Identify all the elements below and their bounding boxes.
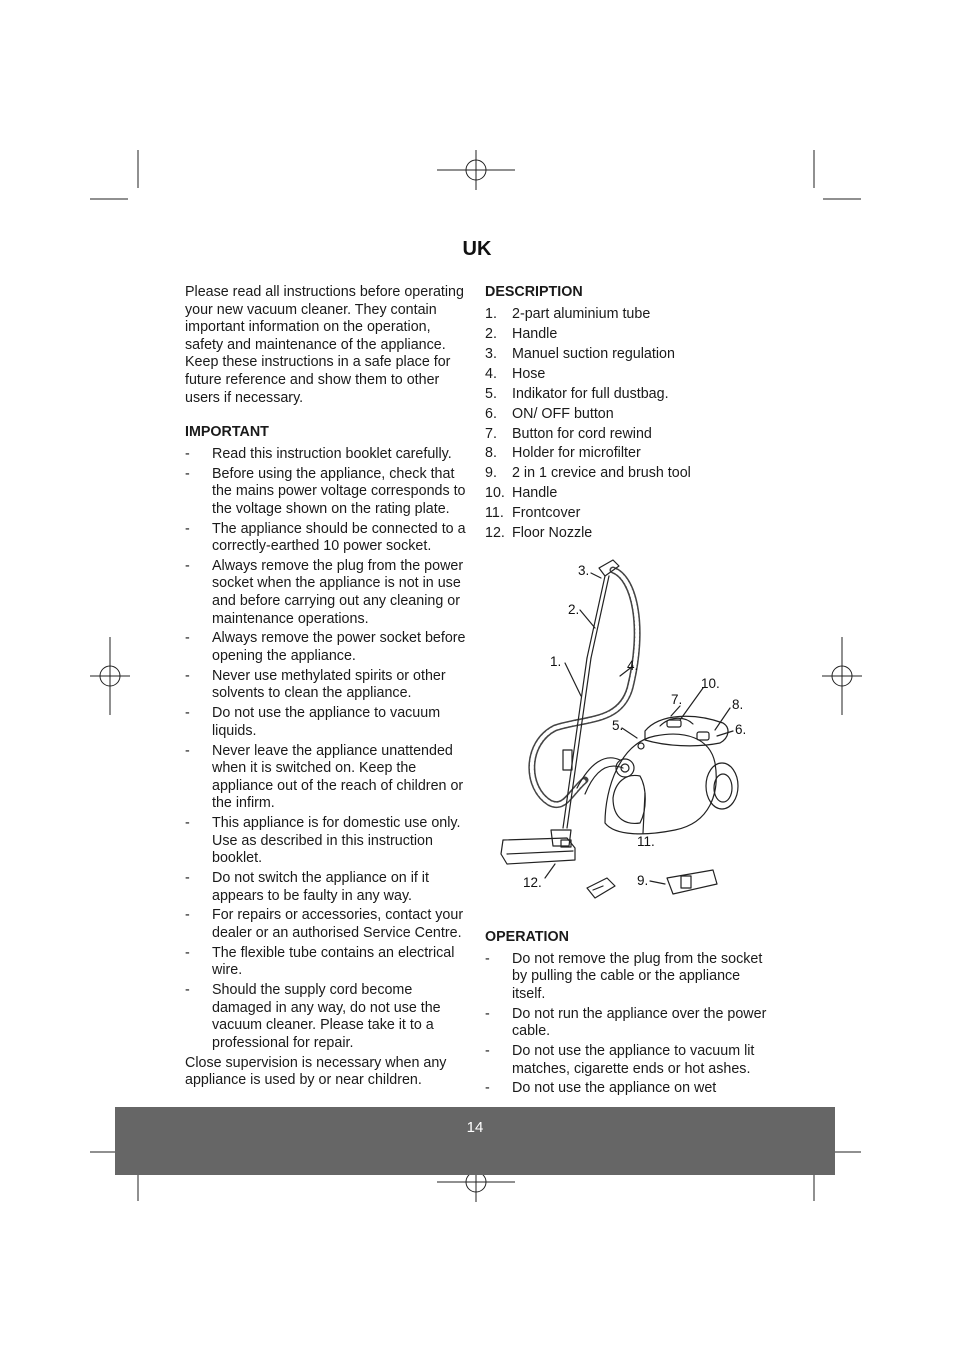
list-item: - Always remove the power socket before opening the appliance. (185, 630, 466, 665)
list-item: - Do not use the appliance to vacuum lit matches, cigarette ends or hot ashes. (485, 1042, 755, 1077)
description-heading: DESCRIPTION (485, 284, 583, 300)
figure-label-12: 12. (523, 875, 542, 890)
figure-label-2: 2. (568, 602, 580, 617)
figure-label-4: 4. (627, 658, 639, 673)
list-item: - Never use methylated spirits or other solvents to clean the appliance. (185, 667, 446, 702)
vacuum-cleaner-diagram (495, 548, 745, 908)
figure-label-5: 5. (612, 718, 624, 733)
closing-paragraph: Close supervision is necessary when any appliance is used by or near children. (185, 1054, 447, 1089)
list-item: - Do not use the appliance to vacuum liquids. (185, 705, 441, 739)
figure-label-6: 6. (735, 722, 747, 737)
list-item: - Do not remove the plug from the socket by pulling the cable or the appliance itself. (485, 950, 763, 1002)
left-column (185, 284, 470, 1090)
registration-target-left (90, 637, 130, 715)
list-item: 12. Floor Nozzle (485, 525, 593, 542)
list-item: 1. 2-part aluminium tube (485, 305, 651, 322)
list-item: 8. Holder for microfilter (485, 445, 641, 462)
list-item: 9. 2 in 1 crevice and brush tool (485, 465, 691, 482)
list-item: - Do not use the appliance on wet (485, 1080, 717, 1097)
page-number: 14 (466, 1119, 484, 1136)
description-list (485, 306, 770, 543)
list-item: - Should the supply cord become damaged in any way, do not use the vacuum cleaner. Please take it to a professional for repair. (185, 982, 441, 1051)
list-item: 7. Button for cord rewind (485, 425, 652, 442)
list-item: 5. Indikator for full dustbag. (485, 385, 669, 402)
operation-list (485, 951, 770, 1098)
list-item: 10. Handle (485, 485, 558, 502)
list-item: 2. Handle (485, 325, 558, 342)
list-item: - The flexible tube contains an electrical wire. (185, 944, 455, 979)
footer-bar (115, 1107, 835, 1175)
language-heading: UK (462, 238, 492, 260)
important-list (185, 446, 470, 1053)
operation-section (485, 929, 770, 1100)
figure-label-7: 7. (671, 692, 683, 707)
list-item: 3. Manuel suction regulation (485, 345, 675, 362)
list-item: - Never leave the appliance unattended when it is switched on. Keep the appliance out of the reach of children or the infirm. (185, 742, 464, 812)
figure-label-10: 10. (701, 676, 720, 691)
figure-label-3: 3. (578, 563, 590, 578)
right-column (485, 284, 770, 545)
registration-target-top (437, 150, 515, 190)
list-item: - Do not switch the appliance on if it appears to be faulty in any way. (185, 870, 429, 904)
registration-target-right (822, 637, 862, 715)
list-item: - This appliance is for domestic use only. Use as described in this instruction booklet. (185, 815, 461, 867)
list-item: 6. ON/ OFF button (485, 405, 614, 422)
list-item: - The appliance should be connected to a correctly-earthed 10 power socket. (185, 520, 466, 555)
figure-label-1: 1. (550, 654, 562, 669)
operation-heading: OPERATION (485, 929, 569, 945)
figure-label-8: 8. (732, 697, 744, 712)
list-item: 11. Frontcover (485, 505, 581, 522)
list-item: - Read this instruction booklet carefully. (185, 445, 452, 462)
list-item: 4. Hose (485, 365, 546, 382)
intro-paragraph: Please read all instructions before operating your new vacuum cleaner. They contain important information on the operation, safety and maintenance of the appliance. Keep these instructions in a safe place for future reference and show them to other users if necessary. (185, 284, 464, 406)
list-item: - For repairs or accessories, contact your dealer or an authorised Service Centre. (185, 907, 464, 942)
figure-label-9: 9. (637, 873, 649, 888)
list-item: - Always remove the plug from the power socket when the appliance is not in use and before carrying out any cleaning or maintenance operations. (185, 557, 464, 627)
list-item: - Before using the appliance, check that the mains power voltage corresponds to the voltage shown on the rating plate. (185, 465, 466, 517)
list-item: - Do not run the appliance over the power cable. (485, 1005, 767, 1040)
important-heading: IMPORTANT (185, 424, 269, 441)
figure-label-11: 11. (637, 834, 655, 849)
